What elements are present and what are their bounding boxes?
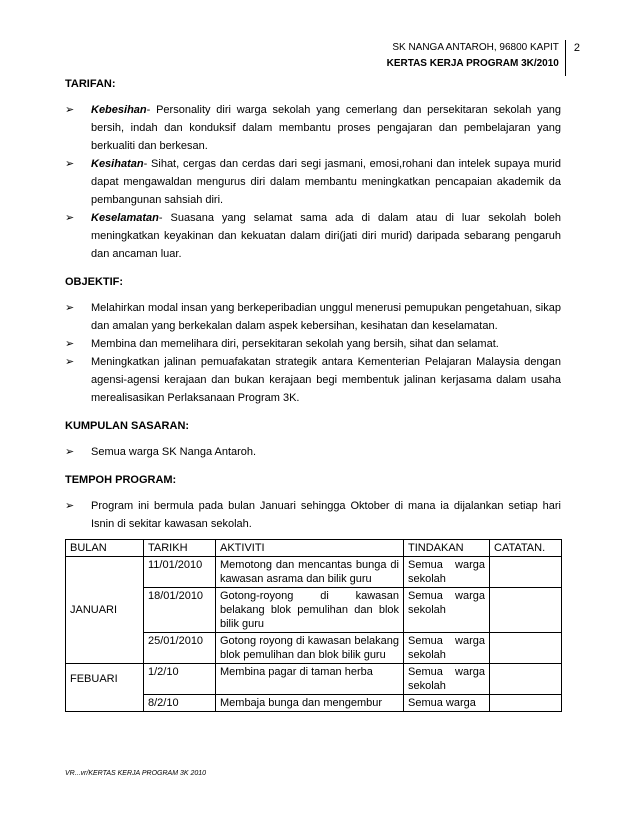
table-row: [66, 557, 562, 588]
tarifan-heading: TARIFAN:: [65, 78, 116, 90]
activity-cell: Gotong royong di kawasan belakang blok pemulihan dan blok bilik guru: [216, 633, 404, 664]
arrow-bullet-icon: ➢: [65, 212, 75, 224]
target-text: Semua warga SK Nanga Antaroh.: [91, 446, 257, 458]
term: Kesihatan: [91, 158, 144, 170]
action-cell: Semua warga sekolah: [404, 588, 490, 633]
arrow-bullet-icon: ➢: [65, 338, 75, 350]
date-cell: 8/2/10: [144, 695, 216, 712]
tempoh-heading: TEMPOH PROGRAM:: [65, 474, 177, 486]
header-address: SK NANGA ANTAROH, 96800 KAPIT: [392, 42, 559, 53]
note-cell: [490, 664, 562, 695]
column-header: CATATAN.: [490, 540, 562, 557]
list-item: [65, 101, 561, 155]
document-body: [65, 78, 561, 712]
term: Kebesihan: [91, 104, 147, 116]
action-cell: Semua warga sekolah: [404, 664, 490, 695]
objective-text: Melahirkan modal insan yang berkeperibadian unggul menerusi pemupukan pengetahuan, sikap dan amalan yang berkekalan dalam aspek kebersihan, kesihatan dan keselamatan.: [91, 302, 561, 332]
list-item: [65, 155, 561, 209]
column-header: BULAN: [66, 540, 144, 557]
month-cell: FEBUARI: [66, 664, 144, 695]
list-item: [65, 299, 561, 335]
date-cell: 18/01/2010: [144, 588, 216, 633]
arrow-bullet-icon: ➢: [65, 104, 75, 116]
note-cell: [490, 633, 562, 664]
page-footer: VR...vr/KERTAS KERJA PROGRAM 3K 2010: [65, 770, 207, 777]
month-cell: JANUARI: [66, 557, 144, 664]
sasaran-list: [65, 443, 561, 461]
column-header: TINDAKAN: [404, 540, 490, 557]
list-item: [65, 443, 561, 461]
activity-cell: Memotong dan mencantas bunga di kawasan asrama dan bilik guru: [216, 557, 404, 588]
arrow-bullet-icon: ➢: [65, 446, 75, 458]
arrow-bullet-icon: ➢: [65, 500, 75, 512]
note-cell: [490, 588, 562, 633]
arrow-bullet-icon: ➢: [65, 302, 75, 314]
list-item: [65, 353, 561, 407]
arrow-bullet-icon: ➢: [65, 356, 75, 368]
arrow-bullet-icon: ➢: [65, 158, 75, 170]
action-cell: Semua warga sekolah: [404, 557, 490, 588]
note-cell: [490, 557, 562, 588]
tempoh-list: [65, 497, 561, 533]
column-header: AKTIVITI: [216, 540, 404, 557]
page-header: [387, 40, 580, 76]
table-header-row: [66, 540, 562, 557]
action-cell: Semua warga sekolah: [404, 633, 490, 664]
date-cell: 1/2/10: [144, 664, 216, 695]
schedule-table: [65, 539, 562, 712]
table-row: [66, 664, 562, 695]
sasaran-heading: KUMPULAN SASARAN:: [65, 420, 190, 432]
tarifan-list: [65, 101, 561, 263]
list-item: [65, 209, 561, 263]
note-cell: [490, 695, 562, 712]
term: Keselamatan: [91, 212, 159, 224]
definition-text: - Personality diri warga sekolah yang cemerlang dan persekitaran sekolah yang bersih, indah dan konduksif dalam membantu proses pengajaran dan pembelajaran yang berkualiti dan berkesan.: [91, 104, 561, 152]
date-cell: 25/01/2010: [144, 633, 216, 664]
table-row: [66, 695, 562, 712]
list-item: [65, 497, 561, 533]
objektif-heading: OBJEKTIF:: [65, 276, 124, 288]
period-text: Program ini bermula pada bulan Januari sehingga Oktober di mana ia dijalankan setiap hari Isnin di sekitar kawasan sekolah.: [91, 500, 561, 530]
action-cell: Semua warga: [404, 695, 490, 712]
activity-cell: Membina pagar di taman herba: [216, 664, 404, 695]
header-doc-title: KERTAS KERJA PROGRAM 3K/2010: [386, 58, 559, 69]
objective-text: Meningkatkan jalinan pemuafakatan strategik antara Kementerian Pelajaran Malaysia dengan agensi-agensi kerajaan dan bukan kerajaan begi membentuk jalinan kerjasama dalam usaha merealisasikan Perlaksanaan Program 3K.: [91, 356, 561, 404]
definition-text: - Suasana yang selamat sama ada di dalam atau di luar sekolah boleh meningkatkan keyakinan dan kekuatan dalam diri(jati diri murid) daripada sebarang pengaruh dan ancaman luar.: [91, 212, 561, 260]
activity-cell: Membaja bunga dan mengembur: [216, 695, 404, 712]
page-number: 2: [565, 40, 580, 76]
objektif-list: [65, 299, 561, 407]
list-item: [65, 335, 561, 353]
column-header: TARIKH: [144, 540, 216, 557]
header-text: [387, 40, 565, 76]
definition-text: - Sihat, cergas dan cerdas dari segi jasmani, emosi,rohani dan intelek supaya murid dapat mengawaldan mengurus diri dalam membantu meningkatkan pencapaian akademik da pembangunan sahsiah diri.: [91, 158, 561, 206]
objective-text: Membina dan memelihara diri, persekitaran sekolah yang bersih, sihat dan selamat.: [91, 338, 499, 350]
activity-cell: Gotong-royong di kawasan belakang blok pemulihan dan blok bilik guru: [216, 588, 404, 633]
date-cell: 11/01/2010: [144, 557, 216, 588]
